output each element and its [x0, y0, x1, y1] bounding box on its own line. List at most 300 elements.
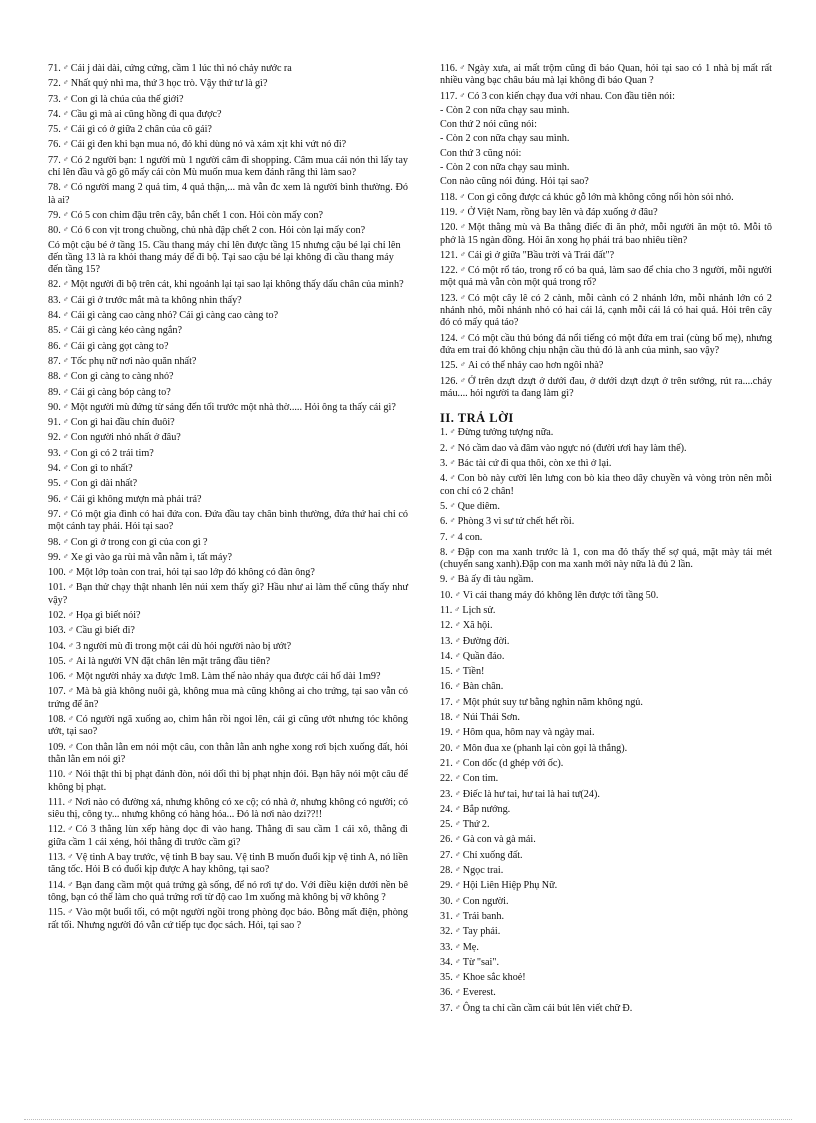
item-number: 27. [440, 849, 453, 861]
list-item [48, 551, 408, 564]
item-text: Có một rổ táo, trong rổ có ba quả, làm sao để chia cho 3 người, mỗi người một quả mà vẫn còn một quả trong rổ? [440, 265, 772, 289]
item-number: 80. [48, 225, 61, 237]
item-text: Con gì là chúa của thế giới? [70, 93, 184, 105]
bullet-glyph-icon: ♂ [62, 93, 69, 103]
list-item [440, 375, 772, 401]
item-text: Họa gì biết nói? [75, 609, 141, 621]
item-text: Đừng tưởng tượng nữa. [457, 427, 554, 439]
bullet-glyph-icon: ♂ [454, 941, 461, 951]
list-item [440, 665, 772, 678]
page-bottom-rule [24, 1119, 792, 1120]
item-number: 78. [48, 182, 61, 194]
item-number: 77. [48, 154, 61, 166]
bullet-glyph-icon: ♂ [454, 650, 461, 660]
bullet-glyph-icon: ♂ [62, 371, 69, 381]
item-text: Quần đảo. [462, 650, 505, 662]
list-item [440, 864, 772, 877]
item-number: 92. [48, 432, 61, 444]
item-number: 103. [48, 625, 66, 637]
item-number: 1. [440, 427, 448, 439]
bullet-glyph-icon: ♂ [62, 182, 69, 192]
item-number: 21. [440, 757, 453, 769]
list-item [440, 742, 772, 755]
list-item [440, 986, 772, 999]
bullet-glyph-icon: ♂ [62, 536, 69, 546]
item-text: Bác tài cứ đi qua thôi, còn xe thì ở lại. [457, 458, 612, 470]
item-text: Con gì có 2 trái tim? [70, 447, 154, 459]
list-item [440, 546, 772, 572]
item-text: Chỉ xuống đất. [462, 849, 523, 861]
bullet-glyph-icon: ♂ [67, 852, 74, 862]
item-number: 107. [48, 686, 66, 698]
item-number: 29. [440, 880, 453, 892]
bullet-glyph-icon: ♂ [459, 249, 466, 259]
list-item [48, 581, 408, 607]
list-item [440, 442, 772, 455]
list-item [48, 655, 408, 668]
list-item [48, 462, 408, 475]
list-item [440, 849, 772, 862]
bullet-glyph-icon: ♂ [459, 206, 466, 216]
list-item [48, 93, 408, 106]
item-text: Vệ tinh A bay trước, vệ tinh B bay sau. Vệ tinh B muốn đuổi kịp vệ tinh A, nó liền tăng tốc. Hỏi B có đuổi kịp được A hay không, tại sao? [48, 852, 408, 876]
bullet-glyph-icon: ♂ [454, 712, 461, 722]
item-number: 101. [48, 582, 66, 594]
item-number: 89. [48, 386, 61, 398]
item-text: Có người mang 2 quả tim, 4 quả thận,... mà vẫn đc xem là người bình thường. Đó là ai? [48, 182, 408, 206]
item-number: 35. [440, 972, 453, 984]
list-item [48, 713, 408, 739]
item-text: Ai có thể nhảy cao hơn ngôi nhà? [467, 360, 604, 372]
item-number: 94. [48, 463, 61, 475]
item-text: Mà bà già không nuôi gà, không mua mà cũng không ai cho trứng, tại sao vẫn có trứng để ăn? [48, 686, 408, 710]
text-line [440, 119, 772, 131]
item-number: 32. [440, 926, 453, 938]
item-number: 18. [440, 712, 453, 724]
item-text: Ông ta chỉ cần cầm cái bút lên viết chữ Đ. [462, 1002, 633, 1014]
bullet-glyph-icon: ♂ [454, 895, 461, 905]
line-text: Con thứ 2 nói cũng nói: [440, 119, 537, 131]
list-item [48, 823, 408, 849]
item-text: Con người nhỏ nhất ở đâu? [70, 432, 181, 444]
list-item [48, 768, 408, 794]
bullet-glyph-icon: ♂ [454, 589, 461, 599]
line-text: Có một cậu bé ở tầng 15. Cầu thang máy chỉ lên được tầng 15 nhưng cậu bé lại chỉ lên đến tầng 13 là ra khỏi thang máy để đi bộ. Tại sao cậu bé lại không đi cầu thang máy đến tầng 15? [48, 239, 401, 276]
list-item [48, 640, 408, 653]
line-text: Con nào cũng nói đúng. Hỏi tại sao? [440, 176, 589, 188]
list-item [440, 772, 772, 785]
bullet-glyph-icon: ♂ [62, 355, 69, 365]
item-number: 4. [440, 473, 448, 485]
item-number: 20. [440, 742, 453, 754]
item-number: 79. [48, 209, 61, 221]
item-text: Que diêm. [457, 500, 500, 512]
item-text: Có người ngã xuống ao, chìm hẳn rồi ngoi lên, cái gì cũng ướt nhưng tóc không ướt, tại sao? [48, 714, 408, 738]
list-item [440, 971, 772, 984]
item-number: 33. [440, 941, 453, 953]
item-text: Con gì hai đầu chín đuôi? [70, 417, 175, 429]
item-number: 75. [48, 124, 61, 136]
item-number: 100. [48, 567, 66, 579]
item-text: Nói thật thì bị phạt đánh đòn, nói dối thì bị phạt nhịn đói. Bạn hãy nói một câu để không bị phạt. [48, 769, 408, 793]
bullet-glyph-icon: ♂ [459, 332, 466, 342]
bullet-glyph-icon: ♂ [454, 972, 461, 982]
item-text: Nó cầm dao và đâm vào ngực nó (đười ươi hay làm thế). [457, 442, 687, 454]
item-number: 108. [48, 714, 66, 726]
item-number: 23. [440, 788, 453, 800]
list-item [48, 879, 408, 905]
item-number: 7. [440, 531, 448, 543]
bullet-glyph-icon: ♂ [62, 63, 69, 72]
bullet-glyph-icon: ♂ [454, 1002, 461, 1012]
item-text: Vào một buổi tối, có một người ngồi trong phòng đọc báo. Bỗng mất điện, phòng rất tối. Nhưng người đó vẫn cứ tiếp tục đọc sách. Hỏi, tại sao ? [48, 907, 408, 931]
item-number: 105. [48, 655, 66, 667]
item-number: 126. [440, 375, 458, 387]
list-item [440, 925, 772, 938]
item-number: 16. [440, 681, 453, 693]
bullet-glyph-icon: ♂ [454, 926, 461, 936]
bullet-glyph-icon: ♂ [454, 819, 461, 829]
list-item [440, 680, 772, 693]
item-number: 11. [440, 604, 453, 616]
item-number: 19. [440, 727, 453, 739]
list-item [48, 370, 408, 383]
item-number: 82. [48, 279, 61, 291]
bullet-glyph-icon: ♂ [449, 458, 456, 468]
item-text: Bà ấy đi tàu ngầm. [457, 574, 534, 586]
item-text: Cái gì càng bóp càng to? [70, 386, 171, 398]
list-item [440, 757, 772, 770]
right-column [440, 62, 772, 1017]
bullet-glyph-icon: ♂ [454, 757, 461, 767]
bullet-glyph-icon: ♂ [454, 773, 461, 783]
list-item [48, 624, 408, 637]
item-text: Trái banh. [462, 910, 505, 922]
bullet-glyph-icon: ♂ [62, 551, 69, 561]
item-text: Vì cái thang máy đó không lên được tới tầng 50. [462, 589, 659, 601]
item-number: 8. [440, 546, 448, 558]
list-item [440, 879, 772, 892]
item-text: Everest. [462, 987, 496, 999]
item-number: 88. [48, 371, 61, 383]
bullet-glyph-icon: ♂ [62, 124, 69, 134]
item-number: 87. [48, 355, 61, 367]
bullet-glyph-icon: ♂ [62, 417, 69, 427]
bullet-glyph-icon: ♂ [62, 154, 69, 164]
bullet-glyph-icon: ♂ [449, 500, 456, 510]
item-number: 115. [48, 907, 66, 919]
bullet-glyph-icon: ♂ [62, 478, 69, 488]
item-text: Phòng 3 vì sư tử chết hết rồi. [457, 516, 575, 528]
list-item [48, 685, 408, 711]
item-text: Gà con và gà mái. [462, 834, 536, 846]
bullet-glyph-icon: ♂ [459, 360, 466, 370]
item-number: 104. [48, 640, 66, 652]
item-text: Cái gì ở trước mắt mà ta không nhìn thấy? [70, 294, 242, 306]
bullet-glyph-icon: ♂ [67, 796, 74, 806]
bullet-glyph-icon: ♂ [62, 78, 69, 88]
list-item [440, 803, 772, 816]
bullet-glyph-icon: ♂ [454, 956, 461, 966]
item-text: Ở Việt Nam, rồng bay lên và đáp xuống ở đâu? [467, 206, 658, 218]
bullet-glyph-icon: ♂ [62, 209, 69, 219]
list-item [440, 249, 772, 262]
item-text: Tốc phụ nữ nơi nào quăn nhất? [70, 355, 197, 367]
item-number: 93. [48, 447, 61, 459]
list-item [440, 62, 772, 88]
text-line [48, 240, 408, 277]
item-text: Hội Liên Hiệp Phụ Nữ. [462, 880, 558, 892]
item-text: Ngày xưa, ai mất trộm cũng đi báo Quan, hỏi tại sao có 1 nhà bị mất rất nhiều vàng bạc châu báu mà lại không đi báo Quan ? [440, 63, 772, 87]
item-number: 22. [440, 773, 453, 785]
item-text: Cái gì có ở giữa 2 chân của cô gái? [70, 124, 212, 136]
item-text: Con gì dài nhất? [70, 478, 138, 490]
list-item [440, 635, 772, 648]
item-text: Cái gì càng kéo càng ngắn? [70, 325, 183, 337]
left-column [48, 62, 408, 934]
bullet-glyph-icon: ♂ [454, 803, 461, 813]
item-text: Núi Thái Sơn. [462, 712, 520, 724]
item-text: Con gì cõng được cả khúc gỗ lớn mà không cõng nổi hòn sỏi nhỏ. [467, 191, 734, 203]
list-item [440, 457, 772, 470]
list-item [440, 833, 772, 846]
item-number: 5. [440, 500, 448, 512]
item-text: Cầu gì mà ai cũng hồng đi qua được? [70, 108, 222, 120]
bullet-glyph-icon: ♂ [62, 294, 69, 304]
text-line [440, 133, 772, 145]
list-item [48, 324, 408, 337]
bullet-glyph-icon: ♂ [449, 531, 456, 541]
item-number: 74. [48, 108, 61, 120]
list-item [48, 123, 408, 136]
item-number: 31. [440, 910, 453, 922]
bullet-glyph-icon: ♂ [62, 325, 69, 335]
item-text: Cái gì ở giữa "Bầu trời và Trái đất"? [467, 249, 615, 261]
list-item [440, 359, 772, 372]
bullet-glyph-icon: ♂ [454, 910, 461, 920]
item-number: 26. [440, 834, 453, 846]
item-number: 76. [48, 139, 61, 151]
bullet-glyph-icon: ♂ [67, 640, 74, 650]
bullet-glyph-icon: ♂ [454, 742, 461, 752]
item-number: 106. [48, 671, 66, 683]
item-number: 119. [440, 206, 458, 218]
bullet-glyph-icon: ♂ [449, 473, 456, 483]
item-text: Môn đua xe (phanh lại còn gọi là thắng). [462, 742, 628, 754]
text-line [440, 148, 772, 160]
list-item [48, 340, 408, 353]
bullet-glyph-icon: ♂ [62, 108, 69, 118]
list-item [48, 278, 408, 291]
bullet-glyph-icon: ♂ [449, 427, 456, 437]
list-item [440, 604, 772, 617]
list-item [440, 619, 772, 632]
bullet-glyph-icon: ♂ [67, 609, 74, 619]
item-text: Một người mù đứng từ sáng đến tối trước một nhà thờ..... Hỏi ông ta thấy cái gì? [70, 401, 396, 413]
bullet-glyph-icon: ♂ [62, 310, 69, 320]
item-number: 36. [440, 987, 453, 999]
item-number: 118. [440, 191, 458, 203]
bullet-glyph-icon: ♂ [454, 635, 461, 645]
list-item [48, 477, 408, 490]
item-number: 9. [440, 574, 448, 586]
line-text: - Còn 2 con nữa chạy sau mình. [440, 133, 570, 145]
list-item [48, 154, 408, 180]
item-text: Con gì ở trong con gì của con gì ? [70, 536, 208, 548]
item-text: Cầu gì biết đi? [75, 625, 135, 637]
item-number: 98. [48, 536, 61, 548]
list-item [48, 108, 408, 121]
bullet-glyph-icon: ♂ [459, 191, 466, 201]
bullet-glyph-icon: ♂ [62, 386, 69, 396]
item-text: Nhất quỷ nhì ma, thứ 3 học trò. Vậy thứ tư là gì? [70, 78, 268, 90]
item-number: 117. [440, 90, 458, 102]
list-item [48, 62, 408, 75]
list-item [48, 431, 408, 444]
list-item [440, 726, 772, 739]
bullet-glyph-icon: ♂ [67, 907, 74, 917]
list-item [48, 906, 408, 932]
list-item [48, 566, 408, 579]
bullet-glyph-icon: ♂ [459, 292, 466, 302]
list-item [440, 1002, 772, 1015]
list-item [48, 741, 408, 767]
bullet-glyph-icon: ♂ [454, 666, 461, 676]
item-number: 99. [48, 551, 61, 563]
list-item [48, 851, 408, 877]
list-item [440, 650, 772, 663]
item-number: 116. [440, 63, 458, 74]
bullet-glyph-icon: ♂ [454, 865, 461, 875]
list-item [48, 77, 408, 90]
bullet-glyph-icon: ♂ [62, 401, 69, 411]
item-text: Cái gì càng cao càng nhỏ? Cái gì càng cao càng to? [70, 310, 279, 322]
item-number: 91. [48, 417, 61, 429]
item-text: Con tim. [462, 773, 499, 785]
list-item [440, 426, 772, 439]
list-item [48, 796, 408, 822]
item-number: 28. [440, 865, 453, 877]
item-number: 30. [440, 895, 453, 907]
item-number: 90. [48, 401, 61, 413]
item-number: 34. [440, 956, 453, 968]
item-number: 123. [440, 292, 458, 304]
item-text: Ở trên dzựt dzựt ở dưới đau, ở dưới dzựt dzựt ở trên sướng, rút ra....chảy máu.... hỏi người ta đang làm gì? [440, 375, 772, 399]
item-number: 15. [440, 666, 453, 678]
list-item [440, 941, 772, 954]
answers-heading: II. TRẢ LỜI [440, 411, 514, 426]
text-line [440, 105, 772, 117]
list-item [48, 224, 408, 237]
line-text: - Còn 2 con nữa chạy sau mình. [440, 104, 570, 116]
list-item [48, 138, 408, 151]
item-text: Bàn chân. [462, 681, 504, 693]
item-text: Con người. [462, 895, 509, 907]
item-text: Có 6 con vịt trong chuồng, chủ nhà đập chết 2 con. Hỏi còn lại mấy con? [70, 225, 366, 237]
item-number: 3. [440, 458, 448, 470]
bullet-glyph-icon: ♂ [454, 849, 461, 859]
bullet-glyph-icon: ♂ [62, 447, 69, 457]
item-number: 97. [48, 508, 61, 520]
bullet-glyph-icon: ♂ [449, 546, 456, 556]
list-item [48, 493, 408, 506]
list-item [48, 508, 408, 534]
item-number: 110. [48, 769, 66, 781]
bullet-glyph-icon: ♂ [454, 604, 461, 614]
item-number: 83. [48, 294, 61, 306]
bullet-glyph-icon: ♂ [62, 279, 69, 289]
item-number: 113. [48, 852, 66, 864]
item-text: Một thằng mù và Ba thằng điếc đi ăn phở, mỗi người ăn một tô. Mỗi tô phở là 15 ngàn đồng. Hỏi ăn xong họ phải trả bao nhiêu tiền? [440, 222, 772, 246]
list-item [440, 264, 772, 290]
item-text: Có một gia đình có hai đứa con. Đứa đầu tay chân bình thường, đứa thứ hai chỉ có một cánh tay phải. Hỏi tại sao? [48, 508, 408, 533]
item-text: Con gì to nhất? [70, 463, 133, 475]
list-item [440, 332, 772, 358]
bullet-glyph-icon: ♂ [454, 681, 461, 691]
bullet-glyph-icon: ♂ [67, 714, 74, 724]
text-line [440, 176, 772, 188]
list-item [440, 90, 772, 103]
item-number: 112. [48, 824, 66, 836]
item-number: 25. [440, 819, 453, 831]
list-item [48, 536, 408, 549]
line-text: - Còn 2 con nữa chạy sau mình. [440, 162, 570, 174]
item-text: Mẹ. [462, 941, 479, 953]
item-text: Đường đời. [462, 635, 510, 647]
item-text: Một người nhảy xa được 1m8. Làm thế nào nhảy qua được cái hố dài 1m9? [75, 671, 381, 683]
item-number: 109. [48, 741, 66, 753]
bullet-glyph-icon: ♂ [62, 463, 69, 473]
item-number: 96. [48, 493, 61, 505]
item-text: Điếc là hư tai, hư tai là hai tư(24). [462, 788, 600, 800]
item-text: 4 con. [457, 531, 483, 543]
item-text: Đập con ma xanh trước là 1, con ma đỏ thấy thế sợ quá, mặt mày tái mét (chuyển sang xanh).Đập con ma xanh mới này nữa là đủ 2 lần. [440, 546, 772, 571]
item-number: 114. [48, 879, 66, 891]
item-text: Tiền! [462, 666, 485, 678]
item-text: Cái gì càng gọt càng to? [70, 340, 169, 352]
bullet-glyph-icon: ♂ [459, 265, 466, 275]
list-item [440, 910, 772, 923]
bullet-glyph-icon: ♂ [62, 225, 69, 235]
item-number: 2. [440, 442, 448, 454]
line-text: Con thứ 3 cũng nói: [440, 147, 522, 159]
list-item [440, 500, 772, 513]
list-item [440, 895, 772, 908]
item-number: 37. [440, 1002, 453, 1014]
list-item [48, 401, 408, 414]
bullet-glyph-icon: ♂ [67, 625, 74, 635]
bullet-glyph-icon: ♂ [62, 139, 69, 149]
item-text: Nơi nào có đường xá, nhưng không có xe cộ; có nhà ở, nhưng không có người; có siêu thị, công ty... nhưng không có hàng hóa... Đó là nơi nào dzi??!! [48, 796, 408, 821]
item-text: Bạn thử chạy thật nhanh lên núi xem thấy gì? Hầu như ai làm thế cũng thấy như vậy? [48, 582, 408, 606]
bullet-glyph-icon: ♂ [67, 824, 74, 834]
bullet-glyph-icon: ♂ [454, 987, 461, 997]
list-item [48, 355, 408, 368]
item-text: 3 người mù đi trong một cái dù hỏi người nào bị ướt? [75, 640, 292, 652]
item-text: Có 3 con kiến chạy đua với nhau. Con đầu tiên nói: [467, 90, 675, 102]
item-text: Ai là người VN đặt chân lên mặt trăng đầu tiên? [75, 655, 271, 667]
bullet-glyph-icon: ♂ [62, 432, 69, 442]
list-item [440, 191, 772, 204]
list-item [440, 573, 772, 586]
bullet-glyph-icon: ♂ [454, 620, 461, 630]
bullet-glyph-icon: ♂ [454, 834, 461, 844]
list-item [48, 609, 408, 622]
bullet-glyph-icon: ♂ [67, 655, 74, 665]
bullet-glyph-icon: ♂ [454, 727, 461, 737]
list-item [48, 309, 408, 322]
item-text: Có 2 người bạn: 1 người mù 1 người câm đi shopping. Câm mua cái nón thì lấy tay chỉ lên đầu và gõ gõ mấy cái còn Mù muốn mua kem đánh răng thì làm sao? [48, 154, 408, 179]
